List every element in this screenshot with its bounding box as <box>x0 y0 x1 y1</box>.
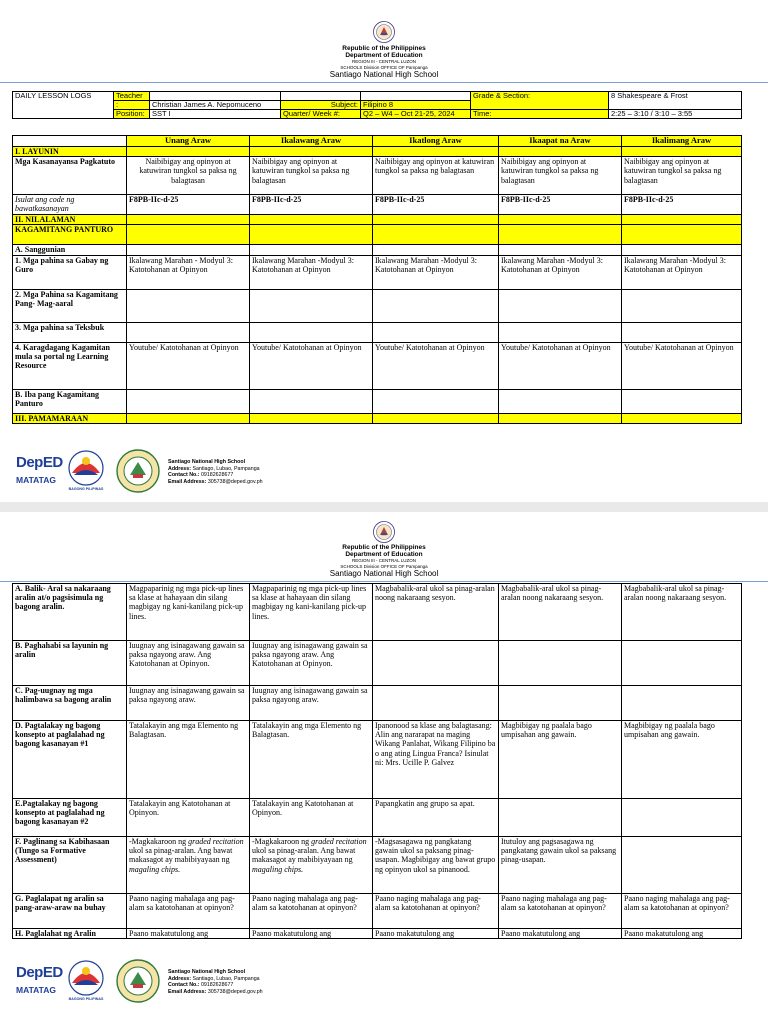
contact-label: Contact No.: <box>168 472 200 479</box>
day-header: Ikalimang Araw <box>622 136 742 147</box>
table-cell: Magbabalik-aral ukol sa pinag-aralan noong nakaraang sesyon. <box>499 584 622 641</box>
contact-label: Contact No.: <box>168 982 200 989</box>
bagong-pilipinas-icon <box>62 449 110 489</box>
position-value: SST I <box>150 110 281 119</box>
grade-label: Grade & Section: <box>471 92 609 110</box>
table-cell <box>499 686 622 721</box>
email-label: Email Address: <box>168 988 207 995</box>
school-contact-info <box>168 969 263 995</box>
table-cell <box>373 686 499 721</box>
department-line: Department of Education <box>345 52 423 59</box>
school-contact-info <box>168 459 263 485</box>
table-cell: Magpaparinig ng mga pick-up lines sa klase at hahayaan din silang magbigay ng kani-kanilang pick-up lines. <box>250 584 373 641</box>
table-cell: Ikalawang Marahan -Modyul 3: Katotohanan at Opinyon <box>250 255 373 289</box>
row-label: A. Balik- Aral sa nakaraang aralin at/o pagsisimula ng bagong aralin. <box>13 584 127 641</box>
region-line: REGION III - CENTRAL LUZON <box>351 59 417 64</box>
table-cell: Magbibigay ng paalala bago umpisahan ang gawain. <box>622 721 742 799</box>
table-cell: Youtube/ Katotohanan at Opinyon <box>250 342 373 389</box>
republic-line: Republic of the Philippines <box>342 544 426 551</box>
footer-school-name: Santiago National High School <box>168 969 246 975</box>
address-label: Address: <box>168 465 191 472</box>
table-cell: Paano makatutulong ang <box>250 929 373 939</box>
lesson-table-page-1 <box>12 135 742 424</box>
contact-value: 09182628677 <box>199 472 234 479</box>
section-row-nilalaman <box>13 215 742 225</box>
dll-title: DAILY LESSON LOGS <box>13 92 114 119</box>
table-row <box>13 584 742 641</box>
section-row-layunin <box>13 147 742 157</box>
bagong-pilipinas-logo <box>62 449 110 497</box>
table-cell <box>373 641 499 686</box>
table-row <box>13 641 742 686</box>
table-cell: Tatalakayin ang Katotohanan at Opinyon. <box>127 799 250 837</box>
page-separator <box>0 502 768 512</box>
table-row <box>13 342 742 389</box>
table-cell: Ikalawang Marahan -Modyul 3: Katotohanan at Opinyon <box>373 255 499 289</box>
table-cell <box>622 686 742 721</box>
table-cell: Magbabalik-aral ukol sa pinag-aralan noong nakaraang sesyon. <box>373 584 499 641</box>
table-cell: Naibibigay ang opinyon at katuwiran tungkol sa paksa ng balagtasan <box>622 157 742 195</box>
row-label: 2. Mga Pahina sa Kagamitang Pang- Mag-aaral <box>13 289 127 322</box>
table-cell: Paano naging mahalaga ang pag-alam sa katotohanan at opinyon? <box>127 894 250 929</box>
address-value: Santiago, Lubao, Pampanga <box>190 465 260 472</box>
letterhead <box>0 45 768 80</box>
time-value: 2:25 – 3:10 / 3:10 – 3:55 <box>609 110 742 119</box>
table-cell: -Magkakaroon ng graded recitation ukol sa pinag-aralan. Ang bawat makasagot ay mabibiyayaan ng magaling chips. <box>250 837 373 894</box>
row-label: 4. Karagdagang Kagamitan mula sa portal ng Learning Resource <box>13 342 127 389</box>
deped-matatag-logo <box>14 454 64 494</box>
row-label: D. Pagtalakay ng bagong konsepto at paglalahad ng bagong kasanayan #1 <box>13 721 127 799</box>
table-cell: Naibibigay ang opinyon at katuwiran tungkol sa paksa ng balagtasan <box>250 157 373 195</box>
table-row <box>13 289 742 322</box>
bagong-pilipinas-logo <box>62 959 110 1007</box>
table-cell: Paano naging mahalaga ang pag-alam sa katotohanan at opinyon? <box>499 894 622 929</box>
table-cell: Tatalakayin ang mga Elemento ng Balagtasan. <box>250 721 373 799</box>
section-row-pamamaraan <box>13 413 742 423</box>
lesson-table-page-2 <box>12 583 742 939</box>
table-cell: Paano makatutulong ang <box>622 929 742 939</box>
section-label: III. PAMAMARAAN <box>13 413 127 423</box>
row-label: Mga Kasanayansa Pagkatuto <box>13 157 127 195</box>
section-label: II. NILALAMAN <box>13 215 127 225</box>
table-cell <box>499 799 622 837</box>
division-line: SCHOOLS Division OFFICE OF Pampanga <box>340 64 428 70</box>
table-cell <box>622 641 742 686</box>
table-cell: Youtube/ Katotohanan at Opinyon <box>622 342 742 389</box>
deped-logo-text: DepED <box>16 964 63 981</box>
school-seal-icon <box>116 959 160 1003</box>
header-rule <box>0 581 768 582</box>
teacher-colon: : <box>114 101 150 110</box>
bagong-pilipinas-caption: BAGONG PILIPINAS <box>68 487 104 491</box>
competency-code: F8PB-IIc-d-25 <box>127 195 250 215</box>
region-line: REGION III - CENTRAL LUZON <box>351 558 417 563</box>
row-label: Isulat ang code ng bawatkasanayan <box>13 195 127 215</box>
table-cell: Paano makatutulong ang <box>373 929 499 939</box>
matatag-text: MATATAG <box>16 475 56 485</box>
section-row-kagamitang <box>13 225 742 245</box>
department-line: Department of Education <box>345 551 423 558</box>
day-header: Ikatlong Araw <box>373 136 499 147</box>
section-label: I. LAYUNIN <box>13 147 127 157</box>
deped-matatag-logo <box>14 964 64 1004</box>
table-cell: Youtube/ Katotohanan at Opinyon <box>373 342 499 389</box>
table-cell: Magpaparinig ng mga pick-up lines sa klase at hahayaan din silang magbigay ng kani-kanilang pick-up lines. <box>127 584 250 641</box>
address-value: Santiago, Lubao, Pampanga <box>190 975 260 982</box>
table-cell <box>622 837 742 894</box>
day-header: Unang Araw <box>127 136 250 147</box>
table-row <box>13 721 742 799</box>
row-label: E.Pagtalakay ng bagong konsepto at paglalahad ng bagong kasanayan #2 <box>13 799 127 837</box>
table-row <box>13 837 742 894</box>
quarter-value: Q2 – W4 – Oct 21-25, 2024 <box>361 110 471 119</box>
letterhead <box>0 544 768 579</box>
matatag-text: MATATAG <box>16 985 56 995</box>
table-cell: Itutuloy ang pagsasagawa ng pangkatang gawain ukol sa paksang pinag-usapan. <box>499 837 622 894</box>
subject-value: Filipino 8 <box>361 101 471 110</box>
teacher-label: Teacher <box>114 92 150 101</box>
table-cell: Ikalawang Marahan - Modyul 3: Katotohanan at Opinyon <box>127 255 250 289</box>
division-line: SCHOOLS Division OFFICE OF Pampanga <box>340 563 428 569</box>
table-cell: Iuugnay ang isinagawang gawain sa paksa ngayong araw. <box>250 686 373 721</box>
contact-value: 09182628677 <box>199 982 234 989</box>
table-row <box>13 157 742 195</box>
day-header: Ikaapat na Araw <box>499 136 622 147</box>
email-label: Email Address: <box>168 478 207 485</box>
table-cell: Naibibigay ang opinyon at katuwiran tungkol sa paksa ng balagtasan <box>127 157 250 195</box>
footer-school-name: Santiago National High School <box>168 459 246 465</box>
table-cell: Paano makatutulong ang <box>127 929 250 939</box>
position-label: Position: <box>114 110 150 119</box>
competency-code: F8PB-IIc-d-25 <box>499 195 622 215</box>
row-label: H. Paglalahat ng Aralin <box>13 929 127 939</box>
deped-seal-icon <box>373 521 395 543</box>
table-cell: Paano naging mahalaga ang pag-alam sa katotohanan at opinyon? <box>250 894 373 929</box>
school-seal-icon <box>116 449 160 493</box>
table-cell: Ikalawang Marahan -Modyul 3: Katotohanan at Opinyon <box>622 255 742 289</box>
time-label: Time: <box>471 110 609 119</box>
table-row <box>13 245 742 255</box>
document-page-1 <box>0 0 768 502</box>
table-row <box>13 929 742 939</box>
table-row <box>13 686 742 721</box>
address-label: Address: <box>168 975 191 982</box>
row-label: 1. Mga pahina sa Gabay ng Guro <box>13 255 127 289</box>
table-row <box>13 255 742 289</box>
deped-seal-icon <box>373 21 395 43</box>
deped-logo-text: DepED <box>16 454 63 471</box>
table-cell: -Magsasagawa ng pangkatang gawain ukol sa paksang pinag-usapan. Magbibigay ang bawat grupo ng opinyon ukol sa pinanood. <box>373 837 499 894</box>
table-row <box>13 322 742 342</box>
table-cell: Paano naging mahalaga ang pag-alam sa katotohanan at opinyon? <box>622 894 742 929</box>
bagong-pilipinas-icon <box>62 959 110 999</box>
table-cell: Tatalakayin ang mga Elemento ng Balagtasan. <box>127 721 250 799</box>
row-label: B. Paghahabi sa layunin ng aralin <box>13 641 127 686</box>
subject-label: Subject: <box>281 101 361 110</box>
table-cell <box>499 641 622 686</box>
table-cell: Naibibigay ang opinyon at katuwiran tungkol sa paksa ng balagtasan <box>373 157 499 195</box>
page-footer <box>0 957 768 1017</box>
table-cell: Ipanonood sa klase ang balagtasang: Alin ang nararapat na maging Wikang Panlahat, Wikang Filipino ba o ang ating Lingua Franca? Isinulat ni: Mrs. Ucille P. Galvez <box>373 721 499 799</box>
table-cell: Iuugnay ang isinagawang gawain sa paksa ngayong araw. Ang Katotohanan at Opinyon. <box>127 641 250 686</box>
table-row <box>13 389 742 413</box>
row-label: 3. Mga pahina sa Teksbuk <box>13 322 127 342</box>
table-row <box>13 894 742 929</box>
table-cell: Naibibigay ang opinyon at katuwiran tungkol sa paksa ng balagtasan <box>499 157 622 195</box>
table-cell: Youtube/ Katotohanan at Opinyon <box>127 342 250 389</box>
competency-code: F8PB-IIc-d-25 <box>250 195 373 215</box>
table-cell: Papangkatin ang grupo sa apat. <box>373 799 499 837</box>
document-page-2 <box>0 512 768 1024</box>
table-cell: Iuugnay ang isinagawang gawain sa paksa ngayong araw. <box>127 686 250 721</box>
page-footer <box>0 447 768 507</box>
row-label: F. Paglinang sa Kabihasaan (Tungo sa Formative Assessment) <box>13 837 127 894</box>
section-label: KAGAMITANG PANTURO <box>13 225 127 245</box>
competency-code: F8PB-IIc-d-25 <box>373 195 499 215</box>
table-cell <box>622 799 742 837</box>
row-label: B. Iba pang Kagamitang Panturo <box>13 389 127 413</box>
table-cell: Youtube/ Katotohanan at Opinyon <box>499 342 622 389</box>
table-cell: Paano naging mahalaga ang pag-alam sa katotohanan at opinyon? <box>373 894 499 929</box>
bagong-pilipinas-caption: BAGONG PILIPINAS <box>68 997 104 1001</box>
row-label: C. Pag-uugnay ng mga halimbawa sa bagong aralin <box>13 686 127 721</box>
school-line: Santiago National High School <box>329 70 439 79</box>
header-rule <box>0 82 768 83</box>
table-cell: Paano makatutulong ang <box>499 929 622 939</box>
day-header-row <box>13 136 742 147</box>
quarter-label: Quarter/ Week #: <box>281 110 361 119</box>
republic-line: Republic of the Philippines <box>342 45 426 52</box>
teacher-name: Christian James A. Nepomuceno <box>150 101 281 110</box>
table-row <box>13 799 742 837</box>
table-cell: -Magkakaroon ng graded recitation ukol sa pinag-aralan. Ang bawat makasagot ay mabibiyayaan ng magaling chips. <box>127 837 250 894</box>
table-cell: Ikalawang Marahan -Modyul 3: Katotohanan at Opinyon <box>499 255 622 289</box>
table-cell: Iuugnay ang isinagawang gawain sa paksa ngayong araw. Ang Katotohanan at Opinyon. <box>250 641 373 686</box>
grade-value: 8 Shakespeare & Frost <box>609 92 742 110</box>
email-value: 305738@deped.gov.ph <box>206 988 263 995</box>
row-label: G. Paglalapat ng aralin sa pang-araw-araw na buhay <box>13 894 127 929</box>
table-cell: Magbibigay ng paalala bago umpisahan ang gawain. <box>499 721 622 799</box>
competency-code: F8PB-IIc-d-25 <box>622 195 742 215</box>
email-value: 305738@deped.gov.ph <box>206 478 263 485</box>
table-cell: Magbabalik-aral ukol sa pinag-aralan noong nakaraang sesyon. <box>622 584 742 641</box>
day-header: Ikalawang Araw <box>250 136 373 147</box>
table-cell: Tatalakayin ang Katotohanan at Opinyon. <box>250 799 373 837</box>
school-line: Santiago National High School <box>329 569 439 578</box>
table-row <box>13 195 742 215</box>
lesson-info-table <box>12 91 742 119</box>
row-label: A. Sanggunian <box>13 245 127 255</box>
